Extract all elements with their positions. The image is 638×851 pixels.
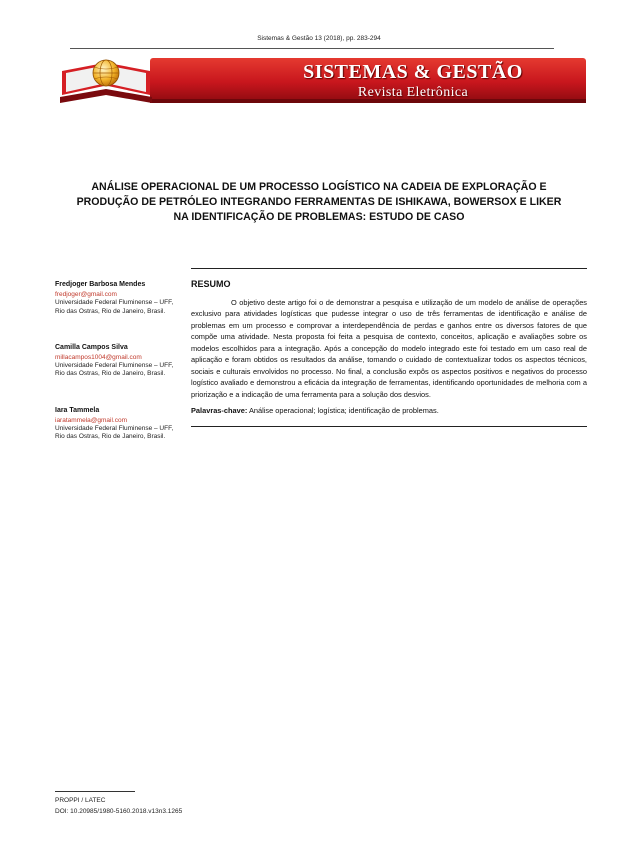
globe-icon: [93, 60, 119, 86]
article-title: ANÁLISE OPERACIONAL DE UM PROCESSO LOGÍSTICO NA CADEIA DE EXPLORAÇÃO E PRODUÇÃO DE PETRÓLEO INTEGRANDO FERRAMENTAS DE ISHIKAWA, BOWERSOX E LIKER NA IDENTIFICAÇÃO DE PROBLEMAS: ESTUDO DE CASO: [76, 181, 562, 223]
keywords-label: Palavras-chave:: [191, 406, 248, 416]
author-email[interactable]: millacampos1004@gmail.com: [55, 354, 142, 362]
footer-doi[interactable]: DOI: 10.20985/1980-5160.2018.v13n3.1265: [55, 807, 183, 815]
header-rule: [70, 48, 554, 49]
author-affiliation: Universidade Federal Fluminense – UFF, Rio das Ostras, Rio de Janeiro, Brasil.: [55, 425, 174, 441]
author-block: [55, 407, 183, 442]
abstract-section: [191, 268, 587, 427]
author-block: [55, 281, 183, 316]
keywords-line: [191, 405, 587, 416]
author-block: [55, 344, 183, 379]
footer-publisher: PROPPI / LATEC: [55, 797, 106, 804]
footer: [55, 796, 182, 817]
author-name: Camilla Campos Silva: [55, 343, 128, 351]
author-name: Fredjoger Barbosa Mendes: [55, 281, 146, 288]
abstract-bottom-rule: [191, 426, 587, 427]
keywords-text: Análise operacional; logística; identificação de problemas.: [248, 406, 439, 416]
banner-subtitle: Revista Eletrônica: [357, 85, 469, 100]
author-email[interactable]: iaratammela@gmail.com: [55, 416, 127, 424]
abstract-heading: RESUMO: [191, 279, 231, 289]
author-affiliation: Universidade Federal Fluminense – UFF, Rio das Ostras, Rio de Janeiro, Brasil.: [55, 362, 174, 378]
abstract-body: O objetivo deste artigo foi o de demonstrar a pesquisa e utilização de um modelo de análise de operações exclusivo para atividades logísticas que pudesse integrar o uso de três ferramentas de identificação e análise de problemas em um processo e comprovar a interdependência de perdas e ganhos entre os diversos fatores de que compõe uma atividade. Nesta proposta foi feita a pesquisa de contexto, conceitos, aplicação e avaliações sobre os modelos escolhidos para a integração. Após a concepção do modelo integrado este foi testado em um caso real de aplicação e foram obtidos os resultados da análise, tomando o cuidado de contextualizar todos os aspectos técnicos, sociais e culturais envolvidos no processo. No final, a conclusão expôs os aspectos positivos e negativos do processo logístico avaliado e demonstrou a eficácia da integração de ferramentas, identificando oportunidades de melhoria com a priorização e a indicação de uma ferramenta para a solução dos desvios.: [191, 298, 587, 399]
author-email[interactable]: fredjoger@gmail.com: [55, 291, 117, 299]
author-name: Iara Tammela: [55, 406, 100, 414]
author-list: [55, 281, 183, 469]
author-affiliation: Universidade Federal Fluminense – UFF, Rio das Ostras, Rio de Janeiro, Brasil.: [55, 299, 174, 315]
running-head: Sistemas & Gestão 13 (2018), pp. 283-294: [257, 35, 381, 42]
banner-title: SISTEMAS & GESTÃO: [303, 61, 523, 83]
footer-rule: [55, 791, 135, 792]
journal-banner: [58, 55, 588, 107]
